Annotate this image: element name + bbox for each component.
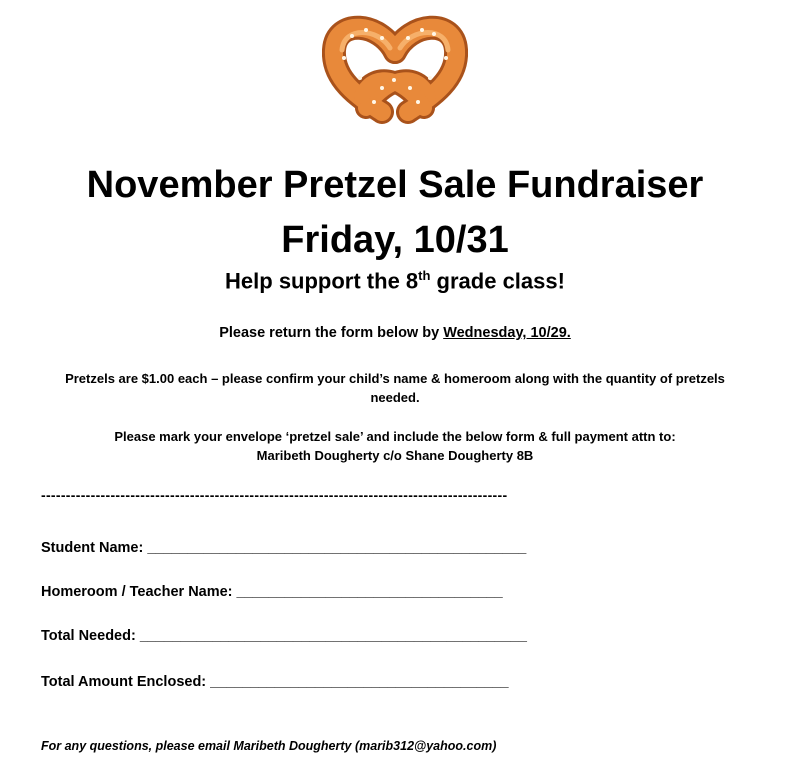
envelope-note-line2: Maribeth Dougherty c/o Shane Dougherty 8B	[256, 448, 534, 463]
envelope-note	[0, 427, 790, 465]
total-amount-label: Total Amount Enclosed:	[41, 674, 211, 690]
student-name-label: Student Name:	[41, 540, 148, 556]
total-amount-blank[interactable]: _____________________________________	[210, 674, 509, 690]
total-needed-blank[interactable]: ________________________________________________	[139, 628, 527, 644]
total-needed-field[interactable]	[41, 628, 527, 644]
student-name-field[interactable]	[41, 540, 526, 556]
price-note	[0, 369, 790, 407]
return-date: Wednesday, 10/29.	[443, 325, 571, 341]
subtitle-text: Help support the 8	[225, 268, 419, 294]
envelope-note-line1: Please mark your envelope ‘pretzel sale’ and include the below form & full payment attn to:	[114, 429, 676, 444]
page-title-line2: Friday, 10/31	[281, 219, 509, 261]
page-subtitle	[0, 268, 790, 294]
return-note-text: Please return the form below by	[219, 325, 444, 341]
page-title-line1: November Pretzel Sale Fundraiser	[86, 164, 704, 206]
subtitle-text-end: grade class!	[430, 268, 565, 294]
homeroom-field[interactable]	[41, 584, 503, 600]
homeroom-blank[interactable]: _________________________________	[236, 584, 503, 600]
price-note-line1: Pretzels are $1.00 each – please confirm your child’s name & homeroom along with the quantity of pretzels	[65, 371, 725, 386]
cut-line-divider: ----------------------------------------------------------------------------------------------	[41, 487, 508, 503]
subtitle-superscript: th	[418, 268, 431, 283]
price-note-line2: needed.	[370, 390, 420, 405]
return-note	[0, 325, 790, 341]
total-amount-field[interactable]	[41, 674, 509, 690]
homeroom-label: Homeroom / Teacher Name:	[41, 584, 237, 600]
pretzel-logo	[322, 8, 468, 126]
total-needed-label: Total Needed:	[41, 628, 140, 644]
student-name-blank[interactable]: _______________________________________________	[147, 540, 527, 556]
contact-footer: For any questions, please email Maribeth Dougherty (marib312@yahoo.com)	[41, 739, 497, 753]
pretzel-icon	[322, 8, 468, 126]
